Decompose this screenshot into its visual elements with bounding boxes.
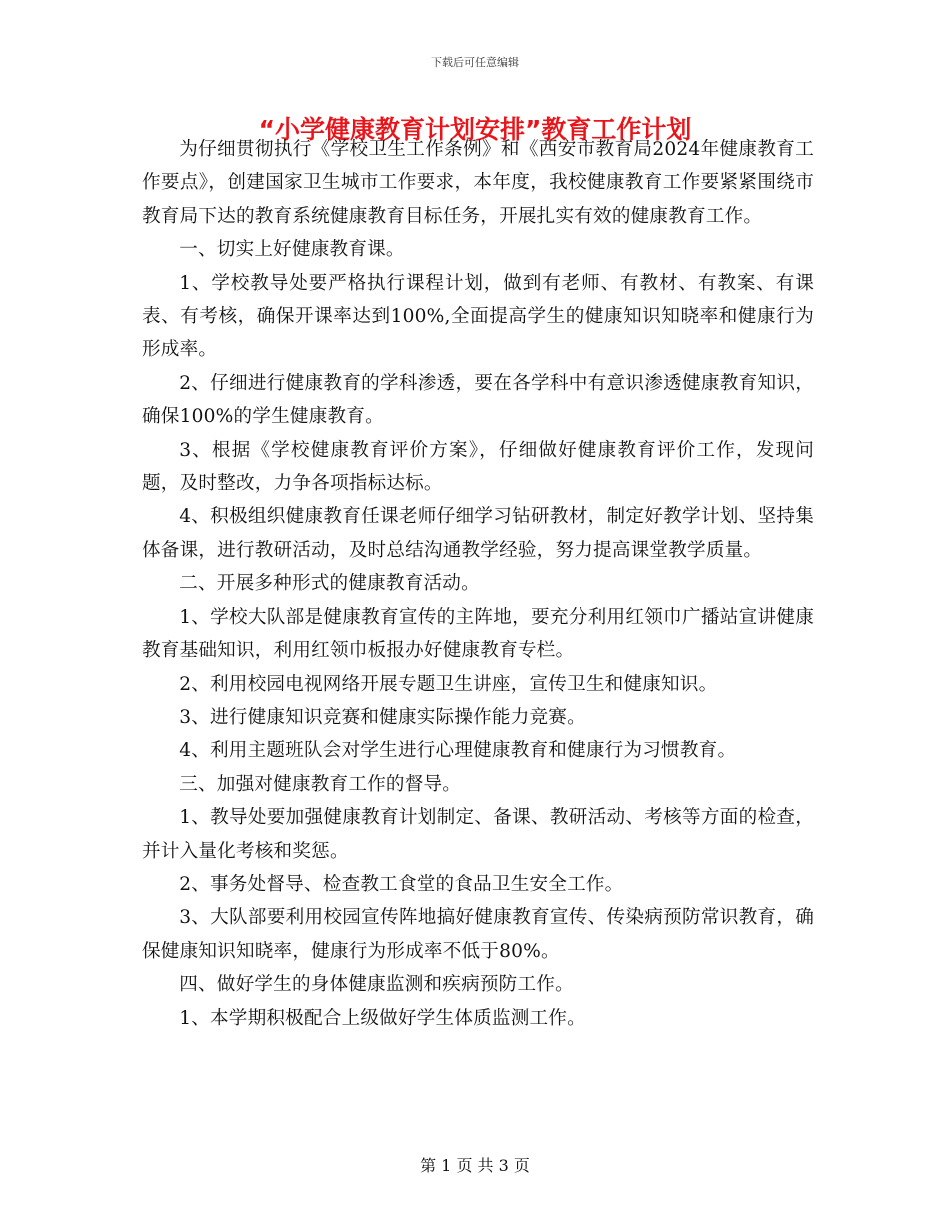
paragraph: 4、积极组织健康教育任课老师仔细学习钻研教材，制定好教学计划、坚持集体备课，进行教研活动，及时总结沟通教学经验，努力提高课堂教学质量。: [142, 506, 814, 561]
paragraph: 3、大队部要利用校园宣传阵地搞好健康教育宣传、传染病预防常识教育，确保健康知识知晓率，健康行为形成率不低于80%。: [142, 907, 814, 962]
document-body: [142, 133, 814, 1035]
paragraph: 1、学校大队部是健康教育宣传的主阵地，要充分利用红领巾广播站宣讲健康教育基础知识，利用红领巾板报办好健康教育专栏。: [142, 606, 814, 662]
paragraph-intro: 为仔细贯彻执行《学校卫生工作条例》和《西安市教育局2024年健康教育工作要点》，创建国家卫生城市工作要求，本年度，我校健康教育工作要紧紧围绕市教育局下达的教育系统健康教育目标任务，开展扎实有效的健康教育工作。: [142, 139, 814, 227]
paragraph: 4、利用主题班队会对学生进行心理健康教育和健康行为习惯教育。: [179, 740, 737, 762]
document-title: “小学健康教育计划安排”教育工作计划: [258, 115, 692, 144]
section-heading-4: 四、做好学生的身体健康监测和疾病预防工作。: [179, 974, 574, 996]
section-heading-1: 一、切实上好健康教育课。: [179, 239, 405, 261]
paragraph: 1、本学期积极配合上级做好学生体质监测工作。: [179, 1007, 586, 1029]
paragraph: 3、进行健康知识竞赛和健康实际操作能力竞赛。: [179, 706, 586, 728]
paragraph: 1、学校教导处要严格执行课程计划，做到有老师、有教材、有教案、有课表、有考核，确保开课率达到100%,全面提高学生的健康知识知晓率和健康行为形成率。: [142, 272, 814, 361]
page-number-footer: 第 1 页 共 3 页: [420, 1156, 530, 1175]
section-heading-2: 二、开展多种形式的健康教育活动。: [179, 573, 480, 595]
section-heading-3: 三、加强对健康教育工作的督导。: [179, 773, 462, 795]
paragraph: 3、根据《学校健康教育评价方案》，仔细做好健康教育评价工作，发现问题，及时整改，力争各项指标达标。: [142, 439, 814, 495]
page-header-note: 下载后可任意编辑: [431, 56, 519, 69]
paragraph: 2、利用校园电视网络开展专题卫生讲座，宣传卫生和健康知识。: [179, 673, 718, 695]
paragraph: 2、仔细进行健康教育的学科渗透，要在各学科中有意识渗透健康教育知识，确保100%的学生健康教育。: [142, 372, 814, 428]
paragraph: 2、事务处督导、检查教工食堂的食品卫生安全工作。: [179, 873, 624, 895]
paragraph: 1、教导处要加强健康教育计划制定、备课、教研活动、考核等方面的检查，并计入量化考核和奖惩。: [142, 807, 814, 862]
